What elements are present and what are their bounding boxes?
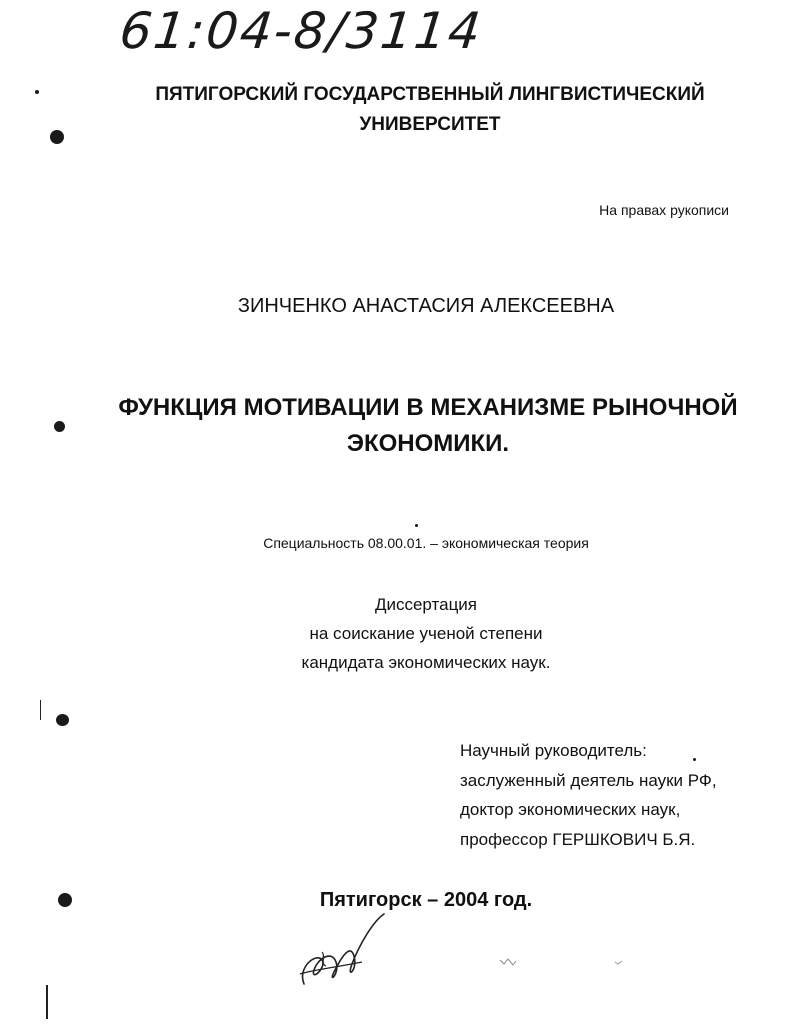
scan-noise bbox=[495, 950, 645, 975]
scan-speck bbox=[415, 524, 418, 527]
scientific-advisor bbox=[460, 736, 717, 854]
title-line2: ЭКОНОМИКИ. bbox=[346, 430, 510, 457]
scan-speck bbox=[56, 714, 69, 726]
dissertation-line3: кандидата экономических наук. bbox=[301, 653, 551, 672]
advisor-line1: Научный руководитель: bbox=[460, 741, 647, 760]
scan-speck bbox=[35, 90, 39, 94]
dissertation-title bbox=[118, 390, 738, 462]
scan-margin-line bbox=[46, 985, 48, 1019]
scan-speck bbox=[54, 421, 65, 432]
advisor-line3: доктор экономических наук, bbox=[460, 800, 681, 819]
dissertation-description bbox=[0, 590, 791, 677]
dissertation-line1: Диссертация bbox=[374, 595, 478, 614]
advisor-line2: заслуженный деятель науки РФ, bbox=[460, 770, 717, 790]
scan-speck bbox=[50, 130, 64, 144]
advisor-line4: профессор ГЕРШКОВИЧ Б.Я. bbox=[460, 829, 696, 849]
place-year: Пятигорск – 2004 год. bbox=[319, 889, 533, 911]
scan-speck bbox=[693, 758, 696, 761]
rights-note: На правах рукописи bbox=[599, 202, 729, 218]
dissertation-line2: на соискание ученой степени bbox=[309, 624, 543, 643]
title-line1: ФУНКЦИЯ МОТИВАЦИИ В МЕХАНИЗМЕ РЫНОЧНОЙ bbox=[118, 394, 738, 421]
specialty: Специальность 08.00.01. – экономическая теория bbox=[263, 535, 589, 551]
scan-speck bbox=[58, 893, 72, 907]
catalog-number: 61:04-8/3114 bbox=[116, 2, 486, 60]
university-name-line1: ПЯТИГОРСКИЙ ГОСУДАРСТВЕННЫЙ ЛИНГВИСТИЧЕСКИЙ bbox=[155, 84, 705, 105]
author-name: ЗИНЧЕНКО АНАСТАСИЯ АЛЕКСЕЕВНА bbox=[237, 295, 615, 317]
signature-scribble bbox=[292, 912, 402, 997]
university-name-line2: УНИВЕРСИТЕТ bbox=[359, 114, 501, 135]
scan-margin-line bbox=[40, 700, 41, 720]
